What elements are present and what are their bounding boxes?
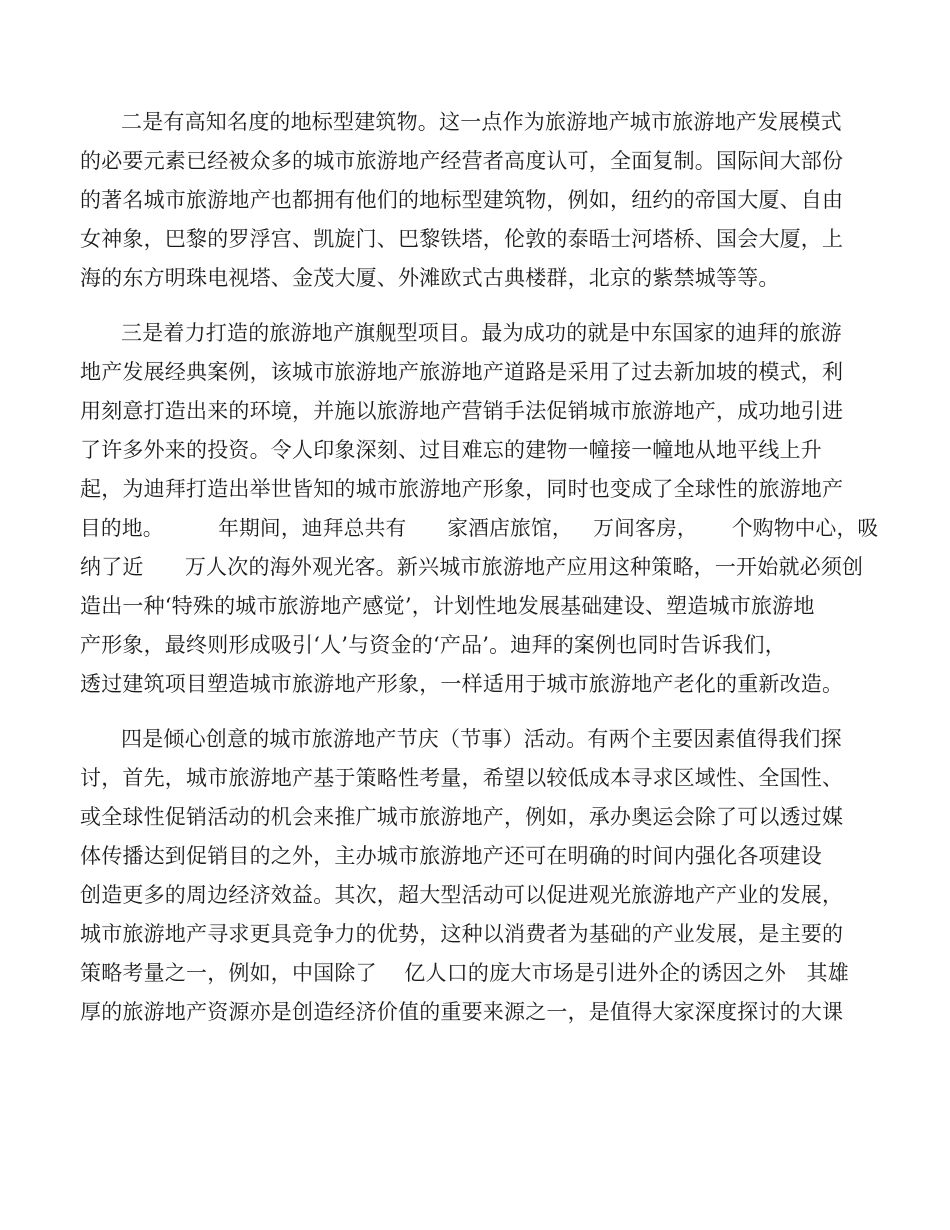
text-line: 城市旅游地产寻求更具竞争力的优势，这种以消费者为基础的产业发展，是主要的 [80, 922, 844, 946]
text-line: 起，为迪拜打造出举世皆知的城市旅游地产形象，同时也变成了全球性的旅游地产 [80, 477, 844, 501]
text-line: 地产发展经典案例，该城市旅游地产旅游地产道路是采用了过去新加坡的模式，利 [80, 360, 844, 384]
text-line: 讨，首先，城市旅游地产基于策略性考量，希望以较低成本寻求区域性、全国性、 [80, 766, 844, 790]
text-line: 女神象，巴黎的罗浮宫、凯旋门、巴黎铁塔，伦敦的泰晤士河塔桥、国会大厦，上 [80, 227, 844, 251]
text-line: 的著名城市旅游地产也都拥有他们的地标型建筑物，例如，纽约的帝国大厦、自由 [80, 188, 844, 212]
text-line: 的必要元素已经被众多的城市旅游地产经营者高度认可，全面复制。国际间大部份 [80, 149, 844, 173]
text-line: 创造更多的周边经济效益。其次，超大型活动可以促进观光旅游地产产业的发展， [80, 883, 844, 907]
text-line: 目的地。 年期间，迪拜总共有 家酒店旅馆， 万间客房， 个购物中心，吸 [80, 516, 879, 540]
text-line: 厚的旅游地产资源亦是创造经济价值的重要来源之一，是值得大家深度探讨的大课 [80, 1000, 844, 1024]
text-line: 或全球性促销活动的机会来推广城市旅游地产，例如，承办奥运会除了可以透过媒 [80, 805, 844, 829]
text-line: 透过建筑项目塑造城市旅游地产形象，一样适用于城市旅游地产老化的重新改造。 [80, 672, 844, 696]
text-line: 产形象，最终则形成吸引‘人’与资金的‘产品’。迪拜的案例也同时告诉我们， [80, 633, 786, 657]
text-line: 了许多外来的投资。令人印象深刻、过目难忘的建物一幢接一幢地从地平线上升 [80, 438, 822, 462]
text-line: 二是有高知名度的地标型建筑物。这一点作为旅游地产城市旅游地产发展模式 [121, 110, 842, 134]
text-line: 造出一种‘特殊的城市旅游地产感觉’，计划性地发展基础建设、塑造城市旅游地 [80, 594, 815, 618]
text-line: 海的东方明珠电视塔、金茂大厦、外滩欧式古典楼群，北京的紫禁城等等。 [80, 266, 780, 290]
text-line: 体传播达到促销目的之外，主办城市旅游地产还可在明确的时间内强化各项建设 [80, 844, 822, 868]
text-line: 三是着力打造的旅游地产旗舰型项目。最为成功的就是中东国家的迪拜的旅游 [121, 321, 842, 345]
text-line: 用刻意打造出来的环境，并施以旅游地产营销手法促销城市旅游地产，成功地引进 [80, 399, 844, 423]
text-line: 四是倾心创意的城市旅游地产节庆（节事）活动。有两个主要因素值得我们探 [121, 727, 842, 751]
text-line: 纳了近 万人次的海外观光客。新兴城市旅游地产应用这种策略，一开始就必须创 [80, 555, 864, 579]
text-line: 策略考量之一，例如，中国除了 亿人口的庞大市场是引进外企的诱因之外 其雄 [80, 961, 849, 985]
